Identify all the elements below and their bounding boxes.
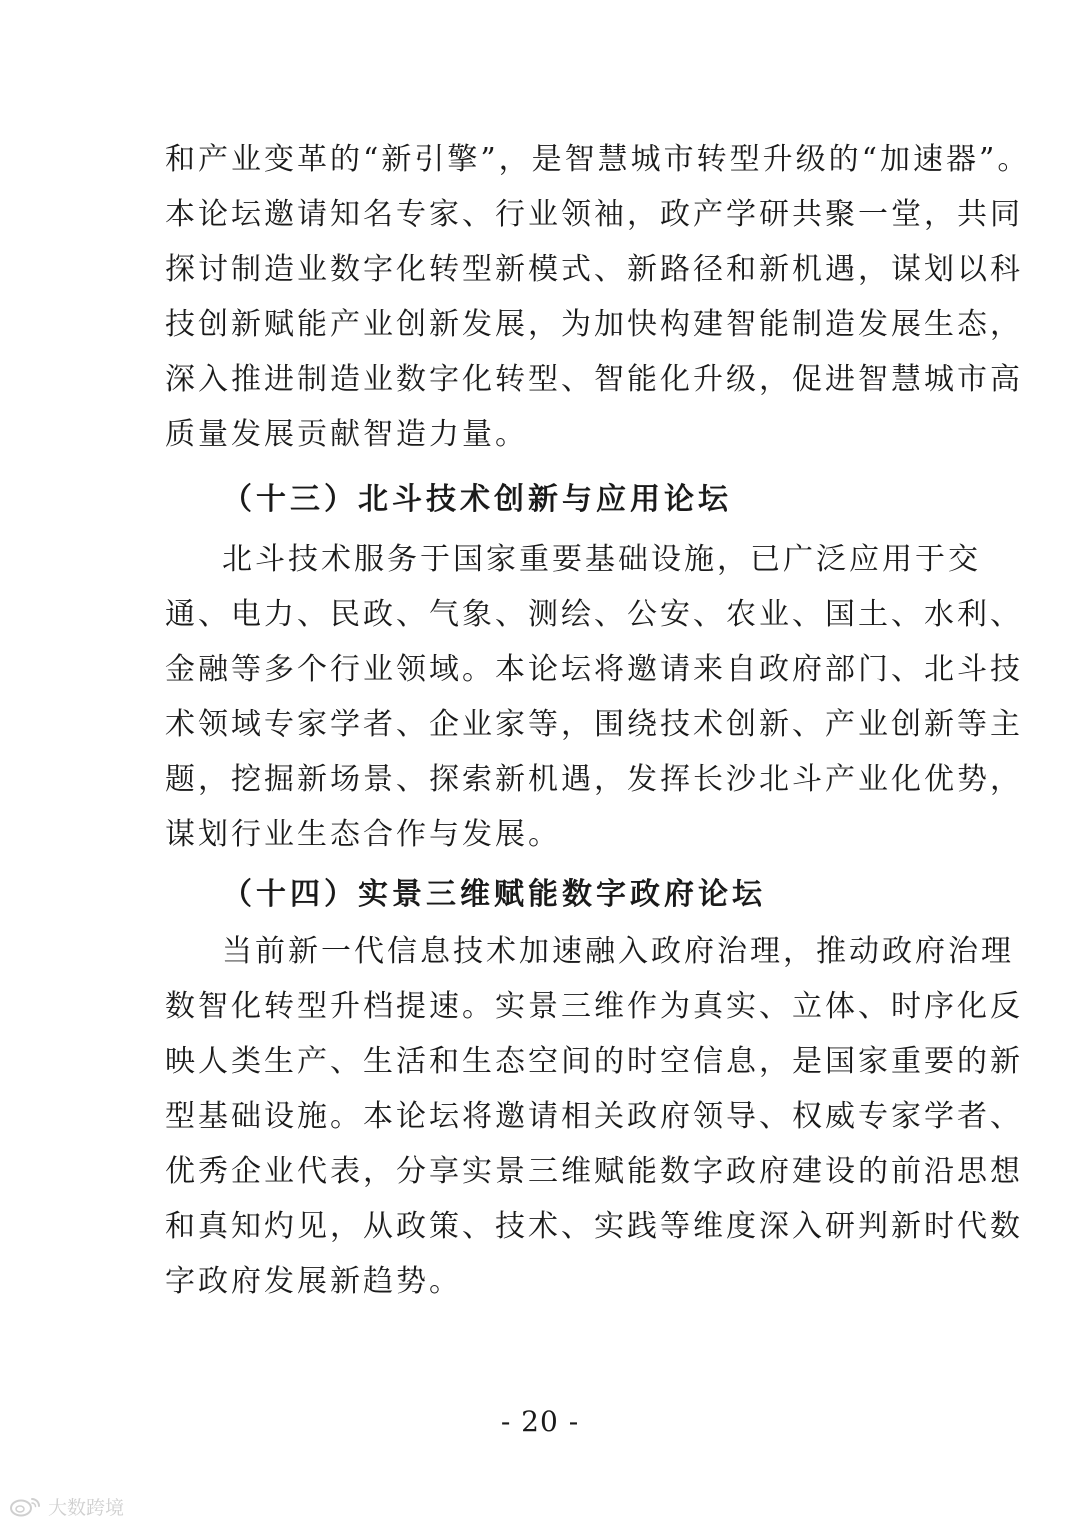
paragraph-line: 和产业变革的“新引擎”，是智慧城市转型升级的“加速器”。 bbox=[165, 142, 1031, 177]
paragraph-line: 技创新赋能产业创新发展，为加快构建智能制造发展生态， bbox=[165, 307, 1023, 342]
paragraph-line: 北斗技术服务于国家重要基础设施，已广泛应用于交 bbox=[222, 542, 981, 577]
paragraph-line: 和真知灼见，从政策、技术、实践等维度深入研判新时代数 bbox=[165, 1209, 1023, 1244]
watermark bbox=[8, 1493, 124, 1519]
section-heading: （十四）实景三维赋能数字政府论坛 bbox=[222, 877, 766, 912]
paragraph-line: 数智化转型升档提速。实景三维作为真实、立体、时序化反 bbox=[165, 989, 1023, 1024]
section-heading: （十三）北斗技术创新与应用论坛 bbox=[222, 482, 732, 517]
paragraph-line: 型基础设施。本论坛将邀请相关政府领导、权威专家学者、 bbox=[165, 1099, 1023, 1134]
paragraph-line: 术领域专家学者、企业家等，围绕技术创新、产业创新等主 bbox=[165, 707, 1023, 742]
paragraph-line: 探讨制造业数字化转型新模式、新路径和新机遇，谋划以科 bbox=[165, 252, 1023, 287]
paragraph-line: 深入推进制造业数字化转型、智能化升级，促进智慧城市高 bbox=[165, 362, 1023, 397]
paragraph-line: 本论坛邀请知名专家、行业领袖，政产学研共聚一堂，共同 bbox=[165, 197, 1023, 232]
weibo-logo-icon bbox=[8, 1495, 44, 1517]
paragraph-line: 谋划行业生态合作与发展。 bbox=[165, 817, 561, 852]
paragraph-line: 映人类生产、生活和生态空间的时空信息，是国家重要的新 bbox=[165, 1044, 1023, 1079]
paragraph-line: 质量发展贡献智造力量。 bbox=[165, 417, 528, 452]
paragraph-line: 字政府发展新趋势。 bbox=[165, 1264, 462, 1299]
watermark-text: 大数跨境 bbox=[48, 1496, 125, 1519]
paragraph-line: 金融等多个行业领域。本论坛将邀请来自政府部门、北斗技 bbox=[165, 652, 1023, 687]
paragraph-line: 当前新一代信息技术加速融入政府治理，推动政府治理 bbox=[222, 934, 1014, 969]
paragraph-line: 题，挖掘新场景、探索新机遇，发挥长沙北斗产业化优势， bbox=[165, 762, 1023, 797]
page-number: - 20 - bbox=[500, 1405, 580, 1438]
paragraph-line: 优秀企业代表，分享实景三维赋能数字政府建设的前沿思想 bbox=[165, 1154, 1023, 1189]
paragraph-line: 通、电力、民政、气象、测绘、公安、农业、国土、水利、 bbox=[165, 597, 1023, 632]
